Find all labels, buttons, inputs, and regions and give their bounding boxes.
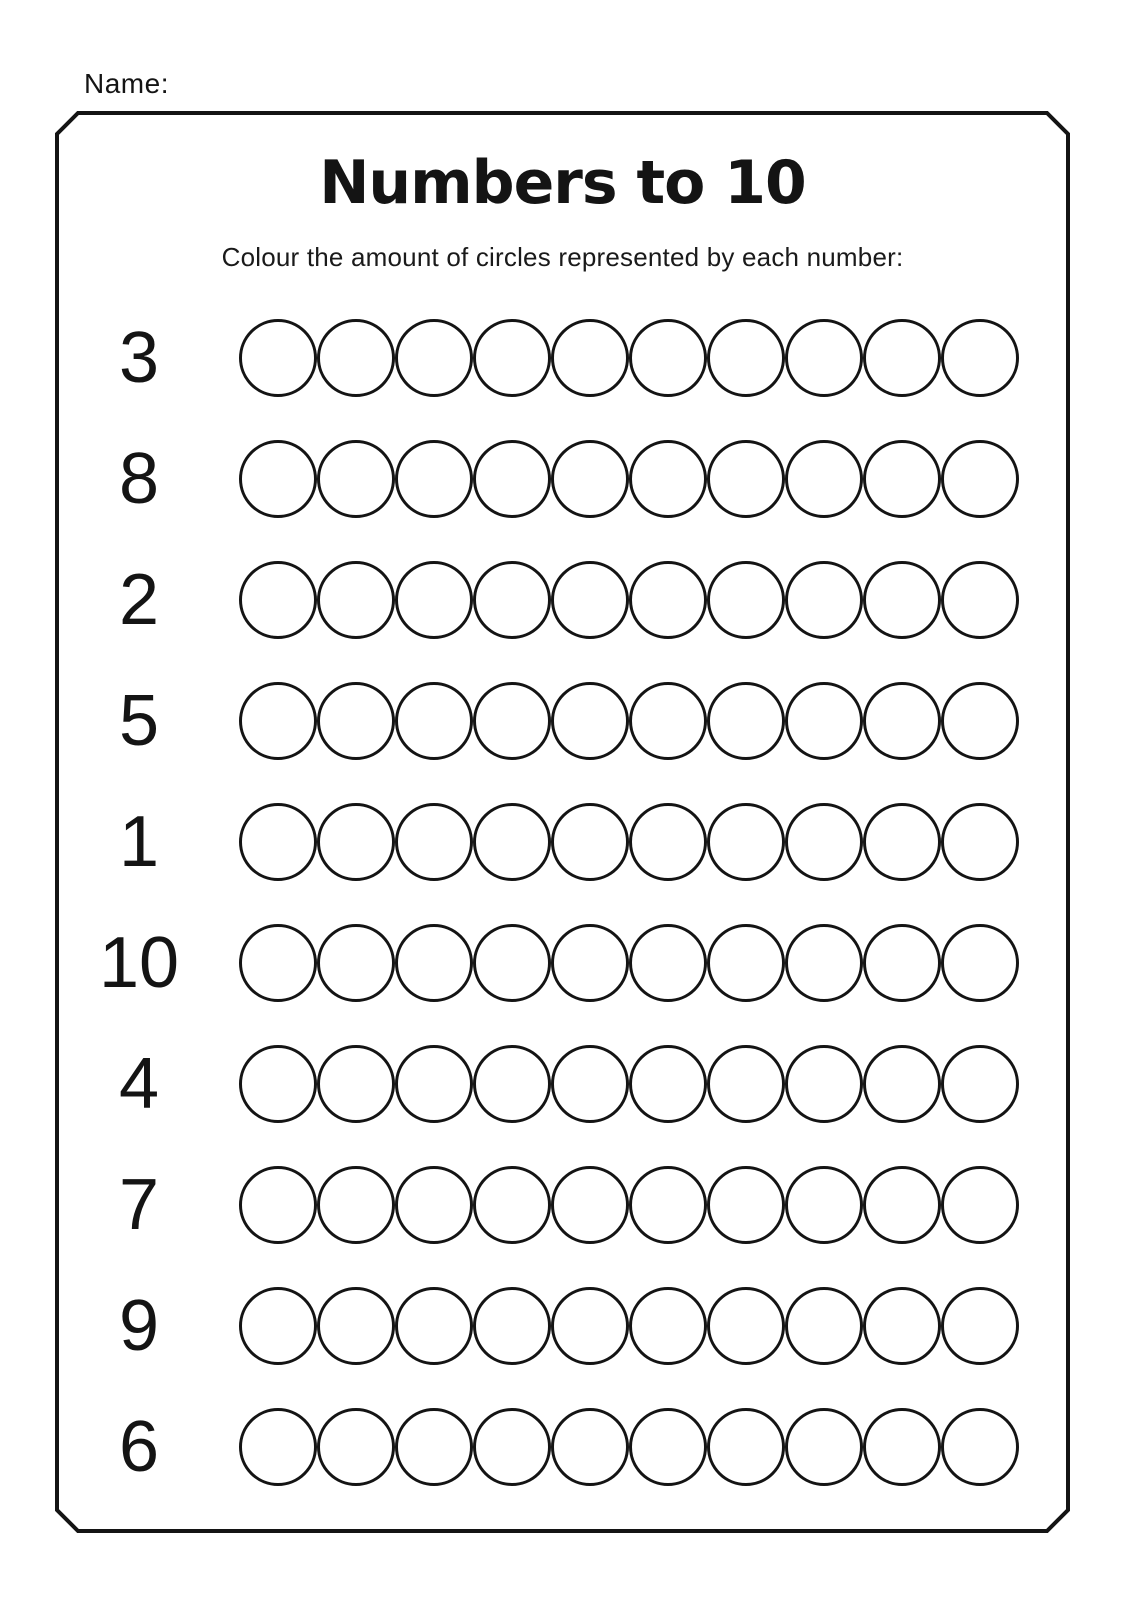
colourable-circle[interactable] — [863, 682, 941, 760]
colourable-circle[interactable] — [941, 682, 1019, 760]
colourable-circle[interactable] — [473, 803, 551, 881]
colourable-circle[interactable] — [239, 561, 317, 639]
colourable-circle[interactable] — [317, 1166, 395, 1244]
colourable-circle[interactable] — [551, 319, 629, 397]
colourable-circle[interactable] — [629, 1045, 707, 1123]
colourable-circle[interactable] — [707, 682, 785, 760]
colourable-circle[interactable] — [473, 1287, 551, 1365]
colourable-circle[interactable] — [395, 440, 473, 518]
colourable-circle[interactable] — [239, 803, 317, 881]
row-number: 10 — [98, 922, 180, 1003]
circle-row — [239, 803, 1019, 881]
colourable-circle[interactable] — [941, 1287, 1019, 1365]
colourable-circle[interactable] — [551, 1408, 629, 1486]
worksheet-row — [0, 418, 1131, 539]
colourable-circle[interactable] — [785, 1408, 863, 1486]
colourable-circle[interactable] — [317, 319, 395, 397]
colourable-circle[interactable] — [395, 319, 473, 397]
colourable-circle[interactable] — [629, 319, 707, 397]
colourable-circle[interactable] — [317, 561, 395, 639]
colourable-circle[interactable] — [395, 924, 473, 1002]
colourable-circle[interactable] — [941, 319, 1019, 397]
colourable-circle[interactable] — [629, 1287, 707, 1365]
colourable-circle[interactable] — [629, 440, 707, 518]
colourable-circle[interactable] — [551, 803, 629, 881]
colourable-circle[interactable] — [941, 1045, 1019, 1123]
colourable-circle[interactable] — [863, 1045, 941, 1123]
colourable-circle[interactable] — [551, 1166, 629, 1244]
colourable-circle[interactable] — [629, 924, 707, 1002]
row-number: 9 — [118, 1285, 160, 1366]
colourable-circle[interactable] — [941, 803, 1019, 881]
name-label: Name: — [84, 68, 169, 99]
colourable-circle[interactable] — [785, 561, 863, 639]
colourable-circle[interactable] — [239, 1045, 317, 1123]
worksheet-row — [0, 902, 1131, 1023]
colourable-circle[interactable] — [317, 1287, 395, 1365]
colourable-circle[interactable] — [707, 1045, 785, 1123]
colourable-circle[interactable] — [473, 440, 551, 518]
colourable-circle[interactable] — [863, 561, 941, 639]
colourable-circle[interactable] — [785, 440, 863, 518]
colourable-circle[interactable] — [629, 682, 707, 760]
colourable-circle[interactable] — [941, 924, 1019, 1002]
colourable-circle[interactable] — [863, 1287, 941, 1365]
colourable-circle[interactable] — [863, 924, 941, 1002]
colourable-circle[interactable] — [863, 803, 941, 881]
colourable-circle[interactable] — [239, 440, 317, 518]
circle-row — [239, 1287, 1019, 1365]
worksheet-row — [0, 781, 1131, 902]
circle-row — [239, 1408, 1019, 1486]
colourable-circle[interactable] — [317, 803, 395, 881]
row-number: 5 — [118, 680, 160, 761]
colourable-circle[interactable] — [239, 1166, 317, 1244]
colourable-circle[interactable] — [941, 1166, 1019, 1244]
colourable-circle[interactable] — [785, 1166, 863, 1244]
colourable-circle[interactable] — [395, 1287, 473, 1365]
worksheet-row — [0, 539, 1131, 660]
colourable-circle[interactable] — [629, 1166, 707, 1244]
colourable-circle[interactable] — [551, 440, 629, 518]
colourable-circle[interactable] — [785, 319, 863, 397]
row-number: 1 — [118, 801, 160, 882]
colourable-circle[interactable] — [473, 924, 551, 1002]
colourable-circle[interactable] — [317, 440, 395, 518]
colourable-circle[interactable] — [785, 1287, 863, 1365]
colourable-circle[interactable] — [863, 319, 941, 397]
colourable-circle[interactable] — [941, 1408, 1019, 1486]
colourable-circle[interactable] — [629, 561, 707, 639]
colourable-circle[interactable] — [863, 440, 941, 518]
worksheet-row — [0, 1144, 1131, 1265]
colourable-circle[interactable] — [473, 561, 551, 639]
worksheet-row — [0, 1386, 1131, 1507]
colourable-circle[interactable] — [395, 682, 473, 760]
circle-row — [239, 1166, 1019, 1244]
worksheet-row — [0, 297, 1131, 418]
colourable-circle[interactable] — [707, 440, 785, 518]
colourable-circle[interactable] — [707, 1166, 785, 1244]
colourable-circle[interactable] — [239, 319, 317, 397]
colourable-circle[interactable] — [707, 924, 785, 1002]
colourable-circle[interactable] — [317, 1408, 395, 1486]
circle-row — [239, 561, 1019, 639]
colourable-circle[interactable] — [785, 924, 863, 1002]
colourable-circle[interactable] — [239, 924, 317, 1002]
circle-row — [239, 682, 1019, 760]
colourable-circle[interactable] — [395, 1166, 473, 1244]
colourable-circle[interactable] — [239, 1408, 317, 1486]
row-number: 2 — [118, 559, 160, 640]
colourable-circle[interactable] — [785, 803, 863, 881]
colourable-circle[interactable] — [941, 561, 1019, 639]
row-number: 4 — [118, 1043, 160, 1124]
colourable-circle[interactable] — [551, 1045, 629, 1123]
circle-row — [239, 924, 1019, 1002]
colourable-circle[interactable] — [317, 1045, 395, 1123]
worksheet-row — [0, 1023, 1131, 1144]
colourable-circle[interactable] — [317, 682, 395, 760]
colourable-circle[interactable] — [707, 1287, 785, 1365]
colourable-circle[interactable] — [317, 924, 395, 1002]
colourable-circle[interactable] — [785, 1045, 863, 1123]
worksheet-title: Numbers to 10 — [319, 148, 806, 218]
colourable-circle[interactable] — [239, 1287, 317, 1365]
colourable-circle[interactable] — [941, 440, 1019, 518]
colourable-circle[interactable] — [473, 1166, 551, 1244]
colourable-circle[interactable] — [707, 803, 785, 881]
worksheet-rows — [0, 297, 1131, 1507]
colourable-circle[interactable] — [785, 682, 863, 760]
worksheet-instruction: Colour the amount of circles represented by each number: — [221, 242, 904, 272]
colourable-circle[interactable] — [551, 1287, 629, 1365]
colourable-circle[interactable] — [629, 1408, 707, 1486]
colourable-circle[interactable] — [473, 682, 551, 760]
colourable-circle[interactable] — [863, 1408, 941, 1486]
colourable-circle[interactable] — [395, 561, 473, 639]
colourable-circle[interactable] — [707, 561, 785, 639]
row-number: 8 — [118, 438, 160, 519]
colourable-circle[interactable] — [395, 1408, 473, 1486]
colourable-circle[interactable] — [239, 682, 317, 760]
row-number: 3 — [118, 317, 160, 398]
row-number: 6 — [118, 1406, 160, 1487]
row-number: 7 — [118, 1164, 160, 1245]
worksheet-row — [0, 1265, 1131, 1386]
circle-row — [239, 440, 1019, 518]
colourable-circle[interactable] — [707, 1408, 785, 1486]
worksheet-row — [0, 660, 1131, 781]
colourable-circle[interactable] — [473, 1408, 551, 1486]
circle-row — [239, 319, 1019, 397]
colourable-circle[interactable] — [551, 682, 629, 760]
colourable-circle[interactable] — [473, 1045, 551, 1123]
colourable-circle[interactable] — [707, 319, 785, 397]
colourable-circle[interactable] — [395, 1045, 473, 1123]
colourable-circle[interactable] — [629, 803, 707, 881]
colourable-circle[interactable] — [551, 924, 629, 1002]
circle-row — [239, 1045, 1019, 1123]
colourable-circle[interactable] — [863, 1166, 941, 1244]
colourable-circle[interactable] — [551, 561, 629, 639]
colourable-circle[interactable] — [473, 319, 551, 397]
colourable-circle[interactable] — [395, 803, 473, 881]
